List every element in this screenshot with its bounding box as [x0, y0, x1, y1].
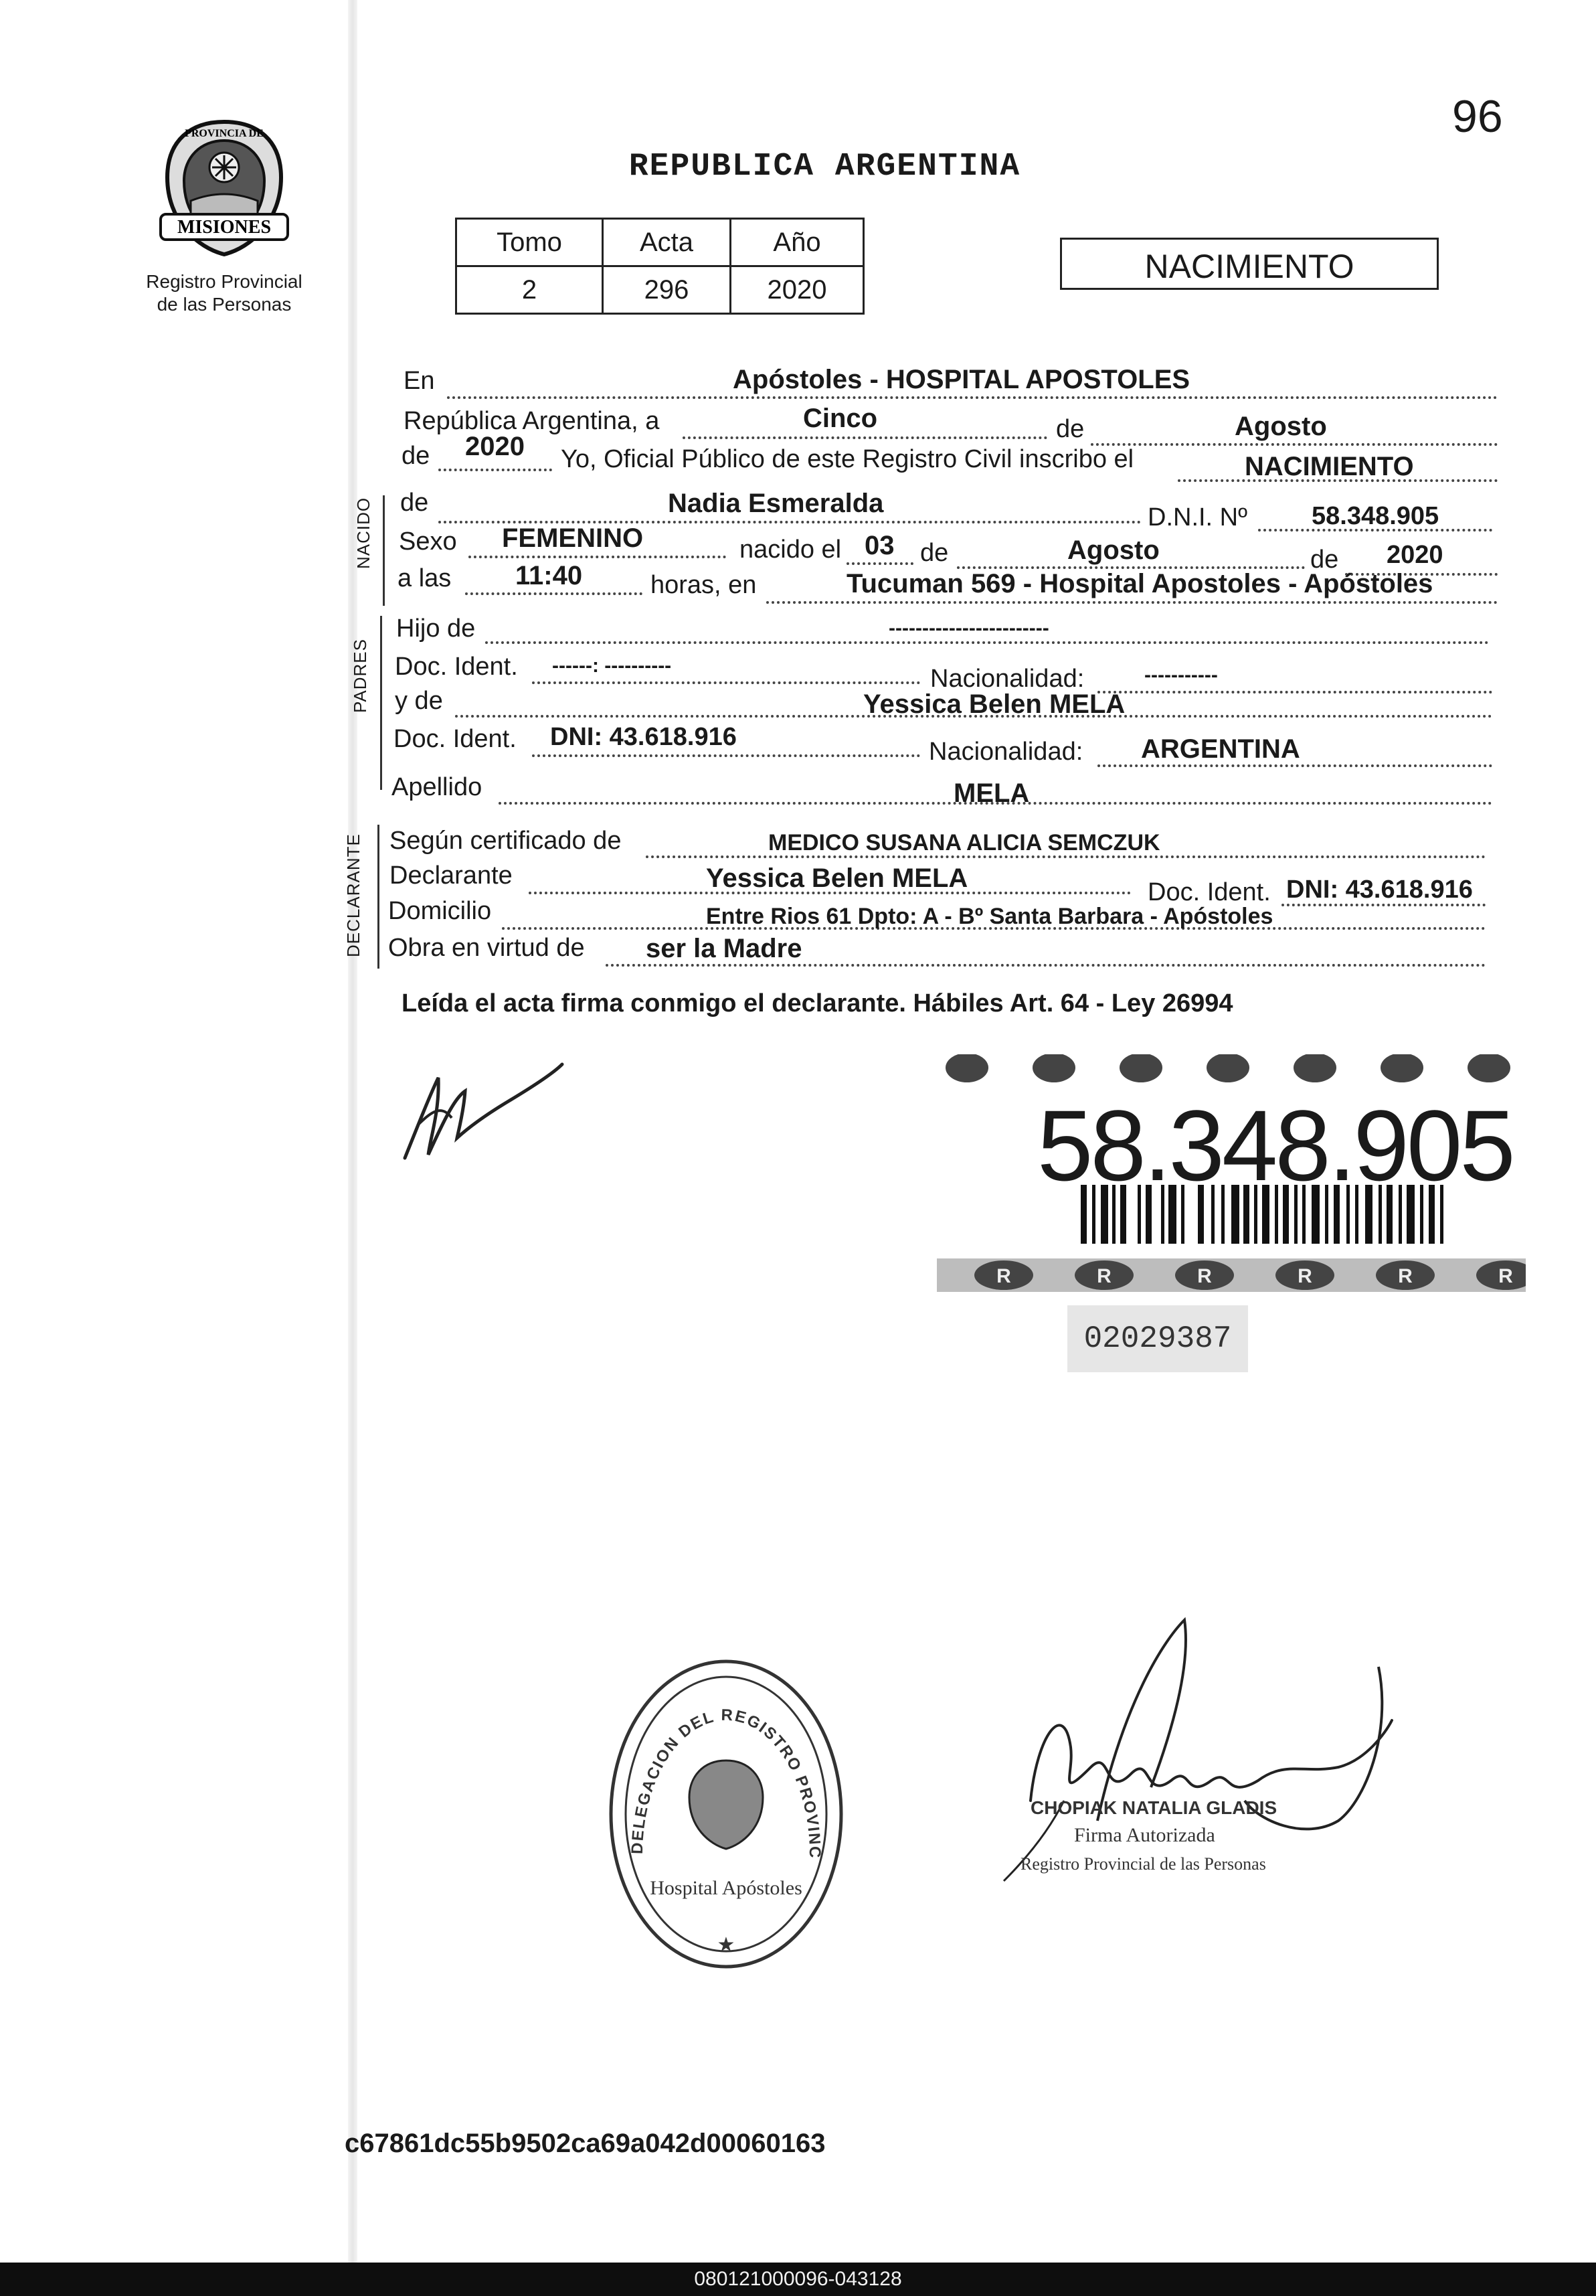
value-mes: Agosto — [1235, 412, 1327, 441]
value-apellido: MELA — [954, 778, 1030, 808]
registry-caption — [137, 270, 311, 316]
value-nac-anio: 2020 — [1387, 541, 1443, 569]
document-title: REPUBLICA ARGENTINA — [628, 149, 1021, 185]
value-anio: 2020 — [731, 266, 864, 314]
label-y-de: y de — [395, 687, 443, 715]
header-anio: Año — [731, 219, 864, 266]
hologram-letter: R — [1097, 1265, 1112, 1287]
side-bar-padres — [380, 616, 382, 790]
side-tag-padres: PADRES — [350, 639, 370, 713]
label-doc-padre: Doc. Ident. — [395, 653, 518, 681]
hologram-letter: R — [1298, 1265, 1312, 1287]
dots-line-5a — [468, 556, 726, 558]
crest-label-top: PROVINCIA DE — [185, 128, 264, 139]
value-padre: ------------------------ — [889, 617, 1049, 639]
dots-line-8a — [532, 681, 920, 684]
dots-line-2b — [1091, 443, 1498, 446]
crest-label-bottom: MISIONES — [177, 217, 272, 238]
dots-line-7 — [485, 641, 1489, 644]
value-domicilio: Entre Rios 61 Dpto: A - Bº Santa Barbara - Apóstoles — [706, 904, 1273, 929]
registry-line-1: Registro Provincial — [146, 271, 302, 292]
value-nacionalidad-padre: ----------- — [1144, 664, 1218, 686]
value-nac-dia: 03 — [865, 531, 895, 560]
label-de-nombre: de — [400, 489, 429, 517]
value-dni: 58.348.905 — [1312, 502, 1439, 530]
label-de-nac-mes: de — [920, 539, 949, 567]
value-acta: 296 — [603, 266, 731, 314]
value-certificado: MEDICO SUSANA ALICIA SEMCZUK — [768, 830, 1160, 855]
declarant-signature — [391, 1038, 579, 1175]
record-table-value-row — [456, 266, 864, 314]
value-tomo: 2 — [456, 266, 603, 314]
label-de-nac-anio: de — [1310, 546, 1339, 574]
paper-fold — [348, 0, 357, 2263]
hologram-bottom-row — [937, 1258, 1526, 1292]
label-a-las: a las — [397, 564, 452, 592]
record-table — [455, 218, 865, 315]
stamp-inner-text: Hospital Apóstoles — [650, 1877, 802, 1899]
label-doc-madre: Doc. Ident. — [393, 725, 517, 753]
value-obra-en-virtud: ser la Madre — [646, 934, 802, 963]
dots-line-8b — [1097, 691, 1492, 693]
dots-line-1 — [447, 396, 1498, 399]
side-tag-declarante: DECLARANTE — [343, 833, 363, 957]
label-nacionalidad-padre: Nacionalidad: — [930, 665, 1085, 693]
stamp-outer-text: DELEGACION DEL REGISTRO PROVINC — [628, 1706, 824, 1860]
label-sexo: Sexo — [399, 527, 457, 556]
value-nombre: Nadia Esmeralda — [668, 489, 884, 518]
provincial-crest — [137, 114, 311, 316]
record-type-box: NACIMIENTO — [1060, 238, 1439, 290]
dots-line-10a — [532, 754, 920, 757]
footer-code: 080121000096-043128 — [0, 2263, 1596, 2296]
page-number: 96 — [1452, 91, 1503, 142]
dots-line-2a — [683, 436, 1047, 439]
label-nacionalidad-madre: Nacionalidad: — [929, 738, 1083, 766]
dots-line-15 — [606, 964, 1486, 967]
side-tag-nacido: NACIDO — [353, 497, 373, 569]
label-yo-oficial: Yo, Oficial Público de este Registro Civil inscribo el — [561, 445, 1134, 473]
dots-line-5b — [847, 562, 913, 565]
hologram-letter: R — [996, 1265, 1011, 1287]
stamp-star-icon: ★ — [717, 1934, 735, 1956]
closing-statement: Leída el acta firma conmigo el declarante. Hábiles Art. 64 - Ley 26994 — [402, 989, 1233, 1017]
signatory-name: CHOPIAK NATALIA GLADIS — [1031, 1797, 1277, 1818]
value-nacionalidad-madre: ARGENTINA — [1141, 734, 1300, 764]
value-doc-madre: DNI: 43.618.916 — [550, 723, 737, 751]
label-hijo-de: Hijo de — [396, 614, 476, 643]
value-declarante: Yessica Belen MELA — [706, 864, 968, 893]
value-doc-padre: ------: ---------- — [552, 655, 672, 677]
value-madre: Yessica Belen MELA — [863, 689, 1126, 719]
value-acto: NACIMIENTO — [1245, 452, 1414, 481]
official-stamp — [602, 1653, 850, 1978]
hologram-letter: R — [1498, 1265, 1513, 1287]
value-lugar-inscripcion: Apóstoles - HOSPITAL APOSTOLES — [733, 365, 1190, 394]
label-declarante: Declarante — [389, 862, 513, 890]
label-obra-en-virtud: Obra en virtud de — [388, 934, 585, 962]
document-hash: c67861dc55b9502ca69a042d00060163 — [345, 2129, 826, 2158]
label-de-anio: de — [402, 442, 430, 470]
dots-line-6b — [766, 601, 1498, 604]
header-tomo: Tomo — [456, 219, 603, 266]
value-hora: 11:40 — [515, 561, 583, 590]
registry-line-2: de las Personas — [157, 294, 292, 315]
hologram-letter: R — [1197, 1265, 1212, 1287]
side-bar-nacido — [383, 495, 385, 606]
stamp-crest-icon — [689, 1760, 763, 1849]
value-doc-declarante: DNI: 43.618.916 — [1286, 876, 1473, 904]
label-domicilio: Domicilio — [388, 897, 492, 925]
signatory-role: Firma Autorizada — [1074, 1824, 1215, 1846]
value-dia: Cinco — [803, 404, 878, 433]
record-table-header-row — [456, 219, 864, 266]
hologram-letter: R — [1398, 1265, 1413, 1287]
dots-line-10b — [1097, 764, 1492, 767]
crest-emblem-icon — [151, 114, 298, 268]
label-nacido-el: nacido el — [739, 536, 842, 564]
label-horas-en: horas, en — [650, 571, 757, 599]
header-acta: Acta — [603, 219, 731, 266]
value-anio: 2020 — [465, 432, 525, 461]
label-dni: D.N.I. Nº — [1148, 503, 1247, 531]
label-republica: República Argentina, a — [404, 407, 660, 435]
serial-number: 02029387 — [1067, 1305, 1248, 1372]
dots-line-3a — [438, 469, 552, 471]
hologram-top-row — [946, 1054, 1510, 1082]
label-en: En — [404, 367, 435, 395]
barcode-number: 58.348.905 — [1037, 1089, 1513, 1202]
label-apellido: Apellido — [391, 773, 482, 801]
value-sexo: FEMENINO — [502, 523, 644, 553]
label-doc-declarante: Doc. Ident. — [1148, 878, 1271, 906]
label-certificado: Según certificado de — [389, 827, 622, 855]
label-de-mes: de — [1056, 415, 1085, 443]
signatory-entity: Registro Provincial de las Personas — [1021, 1854, 1266, 1874]
side-bar-declarante — [377, 825, 379, 969]
value-lugar-nacimiento: Tucuman 569 - Hospital Apostoles - Apóstoles — [847, 569, 1433, 598]
value-nac-mes: Agosto — [1067, 536, 1160, 565]
dots-line-6a — [465, 592, 642, 595]
